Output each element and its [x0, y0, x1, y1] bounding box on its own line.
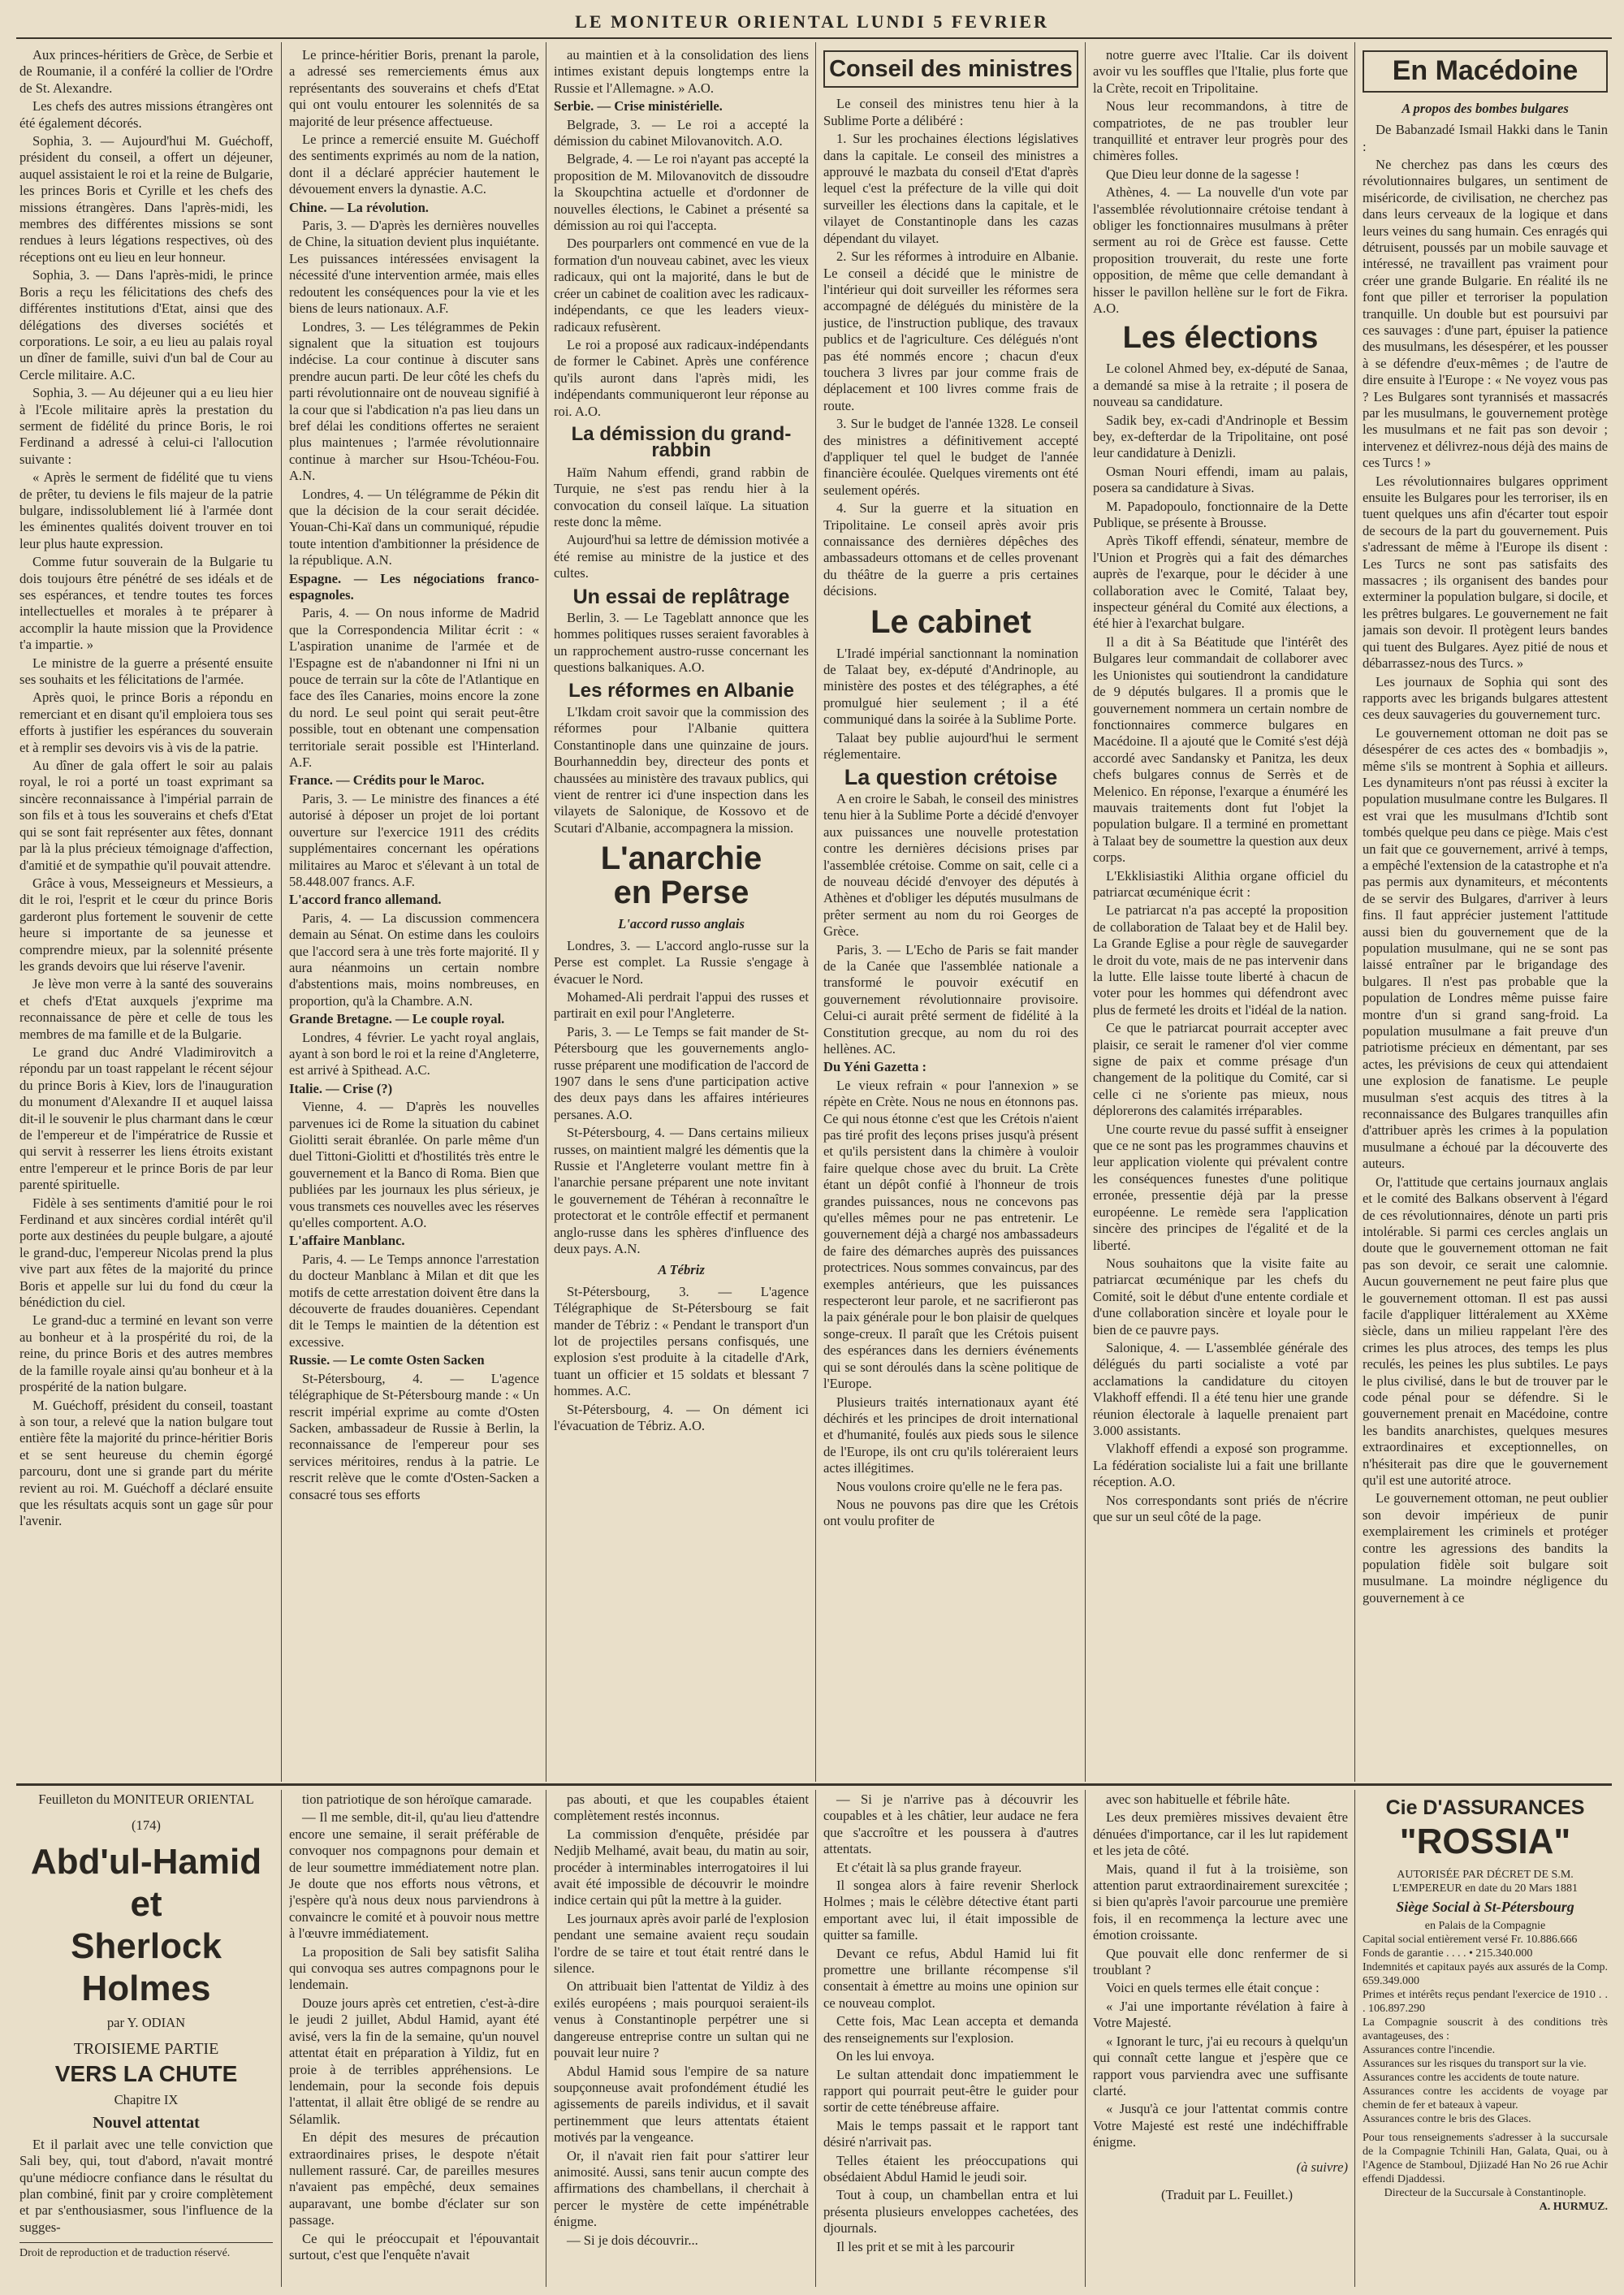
- feuilleton-label: Feuilleton du MONITEUR ORIENTAL: [38, 1791, 254, 1807]
- paragraph: St-Pétersbourg, 3. — L'agence Télégraphique de St-Pétersbourg se fait mander de Tébriz : « Pendant le transport d'un lot de projectiles persans confisqués, une explosion s'est produite à la citadelle d'Ark, tuant un officier et 15 soldats et blessant 7 hommes. A.C.: [554, 1283, 809, 1399]
- feuilleton-part: TROISIEME PARTIE: [73, 2040, 219, 2059]
- paragraph: De Babanzadé Ismail Hakki dans le Tanin :: [1363, 122, 1608, 154]
- paragraph: Le sultan attendait donc impatiemment le rapport qui pourrait peut-être le guider pour sortir de cette ténébreuse affaire.: [823, 2066, 1078, 2116]
- paragraph: Belgrade, 3. — Le roi a accepté la démission du cabinet Milovanovitch. A.O.: [554, 116, 809, 149]
- paragraph: Le prince-héritier Boris, prenant la parole, a adressé ses remerciements émus aux représentants des souverains et chefs d'Etat qui ont voulu entourer les solennités de sa majorité de leur présence affectueuse.: [289, 47, 539, 129]
- paragraph: L'Ikdam croit savoir que la commission des réformes pour l'Albanie quittera Constantinople dans une quinzaine de jours. Bourhanneddin bey, directeur des ponts et chaussées au ministère des travaux publics, qui vient de rentrer ici d'une inspection dans les vilayets de Salonique, de Kossovo et de Scutari d'Albanie, accompagnera la mission.: [554, 704, 809, 836]
- paragraph: Le gouvernement ottoman, ne peut oublier son devoir impérieux de punir exemplairement les criminels et protéger contre les agressions des bandits la population fidèle soit bulgare soit musulmane. La moindre négligence du gouvernement à ce: [1363, 1490, 1608, 1606]
- ad-line: Assurances contre l'incendie.: [1363, 2043, 1496, 2056]
- paragraph: Le roi a proposé aux radicaux-indépendants de former le Cabinet. Après une conférence qu'ils auront dans l'après midi, les indépendants communiqueront leur réponse au roi. A.O.: [554, 336, 809, 419]
- paragraph: Londres, 4 février. Le yacht royal anglais, ayant à son bord le roi et la reine d'Angleterre, est arrivé à Spithead. A.C.: [289, 1029, 539, 1078]
- fcol-rule-3: [815, 1790, 816, 2287]
- paragraph: Il les prit et se mit à les parcourir: [836, 2238, 1015, 2254]
- fcol-rule-1: [281, 1790, 282, 2287]
- paragraph: Les deux premières missives devaient être dénuées d'importance, car il les lut rapidement et les jeta de côté.: [1093, 1809, 1348, 1859]
- paragraph: Douze jours après cet entretien, c'est-à-dire le jeudi 2 juillet, Abdul Hamid, ayant été avisé, vers la fin de la semaine, qu'un nouvel attentat était en préparation à Yildiz, fut en proie à de terribles appréhensions. Le lendemain, pour la seconde fois depuis l'attentat, il allait être obligé de se rendre au Sélamlik.: [289, 1995, 539, 2127]
- section-heading: Du Yéni Gazetta :: [823, 1059, 927, 1075]
- paragraph: 2. Sur les réformes à introduire en Albanie. Le conseil a décidé que le ministre de l'intérieur qui doit surveiller les réformes sera accompagné de délégués du ministère de la justice, de l'instruction publique, des travaux publics et de l'agriculture. Ces délégués n'ont pas été nommés encore ; chacun d'eux touchera 3 livres par jour comme frais de déplacement et 100 livres comme frais de route.: [823, 249, 1078, 413]
- paragraph: Telles étaient les préoccupations qui obsédaient Abdul Hamid le jeudi soir.: [823, 2152, 1078, 2185]
- paragraph: St-Pétersbourg, 4. — L'agence télégraphique de St-Pétersbourg mande : « Un rescrit impérial exprime au comte d'Osten Sacken, ambassadeur de Russie à Berlin, la reconnaissance de l'empereur pour ses services méritoires, rendus à la patrie. Le rescrit relève que le comte d'Osten-Sacken a consacré tous ses efforts: [289, 1370, 539, 1502]
- paragraph: — Il me semble, dit-il, qu'au lieu d'attendre encore une semaine, il serait préférable de convoquer nos compagnons pour demain et de leur soumettre immédiatement notre plan. Je doute que nos efforts nous vêtrons, et j'espère qu'à nous deux nous parviendrons à convaincre le comité et à pouvoir nous mettre à l'œuvre immédiatement.: [289, 1809, 539, 1942]
- paragraph: Paris, 3. — L'Echo de Paris se fait mander de la Canée que l'assemblée nationale a transformé le pouvoir exécutif en gouvernement révolutionnaire provisoire. Celui-ci aurait prêté serment de fidélité à la Constitution grecque, au nom du roi des hellènes. AC.: [823, 941, 1078, 1057]
- feuilleton-title-line-2: Sherlock Holmes: [71, 1925, 222, 2008]
- paragraph: Ce que le patriarcat pourrait accepter avec plaisir, ce serait le ramener d'ol vier comme signe de paix et comme présage d'un changement de la politique du Comité, car si celle ci ne s'oriente pas mieux, nous déplorerons des calamités irréparables.: [1093, 1020, 1348, 1119]
- paragraph: pas abouti, et que les coupables étaient complètement restés inconnus.: [554, 1791, 809, 1824]
- section-heading: Grande Bretagne. — Le couple royal.: [289, 1011, 505, 1027]
- paragraph: Je lève mon verre à la santé des souverains et chefs d'Etat auxquels j'exprime ma reconnaissance de père et celle de tous les membres de ma famille et de la Bulgarie.: [19, 976, 273, 1042]
- ad-line: Directeur de la Succursale à Constantinople.: [1384, 2186, 1587, 2199]
- paragraph: St-Pétersbourg, 4. — On dément ici l'évacuation de Tébriz. A.O.: [554, 1401, 809, 1434]
- ad-line: en Palais de la Compagnie: [1424, 1919, 1546, 1932]
- paragraph: Londres, 4. — Un télégramme de Pékin dit que la décision de la cour serait décidée. Youan-Chi-Kaï dans un communiqué, répudie toute intention d'ambitionner la présidence de la république. A.N.: [289, 486, 539, 568]
- paragraph: St-Pétersbourg, 4. — Dans certains milieux russes, on maintient malgré les démentis que la Russie et l'Angleterre voulant mettre fin à l'anarchie persane préparent une note invitant le gouvernement de Téhéran à reconnaître le protectorat et le contrôle effectif et permanent anglo-russe dans les sphères d'influence des deux pays. A.N.: [554, 1125, 809, 1256]
- ad-line: Pour tous renseignements s'adresser à la succursale de la Compagnie Tchinili Han, Galata, Quai, ou à l'Agence de Stamboul, Djiizadé Han No 26 rue Achir effendi Djaddessi.: [1363, 2131, 1608, 2185]
- fcol-rule-4: [1085, 1790, 1086, 2287]
- paragraph: au maintien et à la consolidation des liens intimes existant depuis longtemps entre la Russie et l'Allemagne. » A.O.: [554, 47, 809, 96]
- paragraph: Vienne, 4. — D'après les nouvelles parvenues ici de Rome la situation du cabinet Giolitti serait ébranlée. On parle même d'un duel Tittoni-Giolitti et d'hostilités très entre le gouvernement et la Banco di Roma. Bien que publiées par les journaux les plus sérieux, je vous transmets ces nouvelles avec les réserves qu'elles comportent. A.O.: [289, 1099, 539, 1231]
- paragraph: Abdul Hamid sous l'empire de sa nature soupçonneuse avait profondément étudié les agissements de pareils individus, et il savait pertinemment que leurs attentats étaient motivés par la vengeance.: [554, 2063, 809, 2146]
- paragraph: Après Tikoff effendi, sénateur, membre de l'Union et Progrès qui a fait des démarches auprès de l'exarque, pour le décider à une collaboration avec le Comité, Talaat bey, inspecteur général du Comité aux élections, a été hier à l'exarchat bulgare.: [1093, 533, 1348, 632]
- paragraph: Les chefs des autres missions étrangères ont été également décorés.: [19, 98, 273, 131]
- paragraph: notre guerre avec l'Italie. Car ils doivent avoir vu les souffles que l'Italie, plus forte que la Crète, recoit en Tripolitaine.: [1093, 47, 1348, 96]
- ad-line: La Compagnie souscrit à des conditions très avantageuses, des :: [1363, 2016, 1608, 2042]
- section-heading: Serbie. — Crise ministérielle.: [554, 98, 723, 115]
- feuilleton-part-title: VERS LA CHUTE: [54, 2060, 238, 2086]
- paragraph: Mais le temps passait et le rapport tant désiré n'arrivait pas.: [823, 2117, 1078, 2150]
- paragraph: Les journaux après avoir parlé de l'explosion pendant une semaine avaient reçu soudain l'ordre de se taire et tout était rentré dans le silence.: [554, 1910, 809, 1977]
- paragraph: « Jusqu'à ce jour l'attentat commis contre Votre Majesté est resté une indéchiffrable énigme.: [1093, 2101, 1348, 2150]
- paragraph: Voici en quels termes elle était conçue :: [1106, 1980, 1320, 1996]
- paragraph: Sophia, 3. — Dans l'après-midi, le prince Boris a reçu les félicitations des chefs des différentes institutions d'Etat, ainsi que des délégations des diverses sociétés et corporations. Le soir, a eu lieu au palais royal un dîner de famille, suivi d'un bal de Cour au Cercle militaire. A.C.: [19, 267, 273, 382]
- paragraph: Le vieux refrain « pour l'annexion » se répète en Crète. Nous ne nous en étonnons pas. Ce qui nous étonne c'est que les Crétois n'aient pas tiré profit des leçons prises jusqu'à présent et qu'ils persistent dans la chimère à vouloir faire quelque chose avec du bruit. La Crète étant un dépôt confié à l'honneur de trois grandes puissances, nous ne concevons pas qu'elles mêmes pour ne pas entretenir. Le gouvernement déjà a chargé nos ambassadeurs de faire des démarches auprès des puissances protectrices. Nous sommes convaincus, par des exemples antérieurs, que les puissances respecteront leur parole, et ne sacrifieront pas la paix générale pour le bon plaisir de quelques songe-creux. Il paraît que les Crétois puisent des espérances dans les derniers événements qui se sont déroulés dans la scène politique de l'Europe.: [823, 1077, 1078, 1392]
- paragraph: Or, l'attitude que certains journaux anglais et le comité des Balkans observent à l'égard de ces révolutionnaires, dénote un parti pris intolérable. Si parmi ces cercles anglais un doute que le gouvernement ottoman ne fait pas son devoir, ce serait une calomnie. Aucun gouvernement ne peut faire plus que le gouvernement ottoman. Il est pas aussi facile d'appliquer littéralement au XXème siècle, dans un milieu rappelant l'ère des crimes les plus atroces, des temps les plus reculés, les peines les plus subtiles. Le pays le plus civilisé, dans le but de trouver par le code pénal pour se défendre. Si le gouvernement prenait en Macédoine, contre les bandits anarchistes, quelques mesures extraordinaires et exceptionnelles, on n'hésiterait pas dire que le gouvernement qu'il est une autorité atroce.: [1363, 1173, 1608, 1488]
- paragraph: « J'ai une importante révélation à faire à Votre Majesté.: [1093, 1998, 1348, 2031]
- paragraph: Après quoi, le prince Boris a répondu en remerciant et en disant qu'il emploiera tous ses efforts à justifier les espérances du souverain et à remplir ses devoirs vis à vis de la patrie.: [19, 689, 273, 755]
- ad-line: Assurances contre les accidents de voyage par chemin de fer et bateaux à vapeur.: [1363, 2085, 1608, 2111]
- to-be-continued: (à suivre): [1296, 2159, 1348, 2175]
- paragraph: Des pourparlers ont commencé en vue de la formation d'un nouveau cabinet, avec les vieux radicaux, qui ont la majorité, dans le but de créer un cabinet de coalition avec les radicaux-indépendants, ce que les leaders vieux-radicaux refusèrent.: [554, 236, 809, 335]
- paragraph: Le colonel Ahmed bey, ex-député de Sanaa, a demandé sa mise à la retraite ; il posera de nouveau sa candidature.: [1093, 361, 1348, 410]
- paragraph: Or, il n'avait rien fait pour s'attirer leur animosité. Aussi, sans tenir aucun compte des affirmations des chambellans, il cherchait à percer le mystère de cette impénétrable énigme.: [554, 2147, 809, 2230]
- paragraph: Les journaux de Sophia qui sont des rapports avec les brigands bulgares attestent ces deux sauvageries du gouvernement turc.: [1363, 673, 1608, 723]
- paragraph: Sadik bey, ex-cadi d'Andrinople et Bessim bey, ex-defterdar de la Tripolitaine, ont posé leur candidature à Denizli.: [1093, 412, 1348, 461]
- paragraph: 4. Sur la guerre et la situation en Tripolitaine. Le conseil après avoir pris connaissance des dernières dépêches des ambassadeurs ottomans et de celles provenant du théâtre de la guerre a pris certaines décisions.: [823, 500, 1078, 599]
- paragraph: On attribuait bien l'attentat de Yildiz à des exilés européens ; mais pourquoi seraient-ils venus à Constantinople perpétrer une si dangereuse entreprise contre un sultan qui ne pouvait leur nuire ?: [554, 1978, 809, 2061]
- copyright-rule: [19, 2242, 273, 2243]
- paragraph: L'Ekklisiastiki Alithia organe officiel du patriarcat œcuménique écrit :: [1093, 867, 1348, 900]
- article-headline: La question crétoise: [844, 765, 1058, 790]
- col-rule-4: [1085, 42, 1086, 1782]
- paragraph: Les révolutionnaires bulgares oppriment ensuite les Bulgares pour les terroriser, ils en tuent quelques uns afin d'écarter tout espoir de secours de la part du gouvernement. Puis s'adressant de même à l'Europe ils disent : Les Turcs ne sont pas satisfaits des massacres ; ils organisent des bandes pour exterminer la population bulgare, si docile, et les prêtres bulgares. Le gouvernement ne fait jamais son devoir. Il protègent leurs bandes qui tuent des Bulgares. Ayez pitié de nous et débarrassez-nous des Turcs. »: [1363, 473, 1608, 672]
- section-heading: Italie. — Crise (?): [289, 1080, 393, 1096]
- paragraph: Cette fois, Mac Lean accepta et demanda des renseignements sur l'explosion.: [823, 2013, 1078, 2046]
- article-subheading: A Tébriz: [658, 1262, 705, 1278]
- col-rule-3: [815, 42, 816, 1782]
- paragraph: Osman Nouri effendi, imam au palais, posera sa candidature à Sivas.: [1093, 463, 1348, 496]
- ad-line: Assurances contre les accidents de toute nature.: [1363, 2071, 1580, 2084]
- col-rule-1: [281, 42, 282, 1782]
- ad-company-line: Cie D'ASSURANCES: [1385, 1796, 1585, 1819]
- section-heading: Russie. — Le comte Osten Sacken: [289, 1352, 485, 1368]
- paragraph: Et il parlait avec une telle conviction que Sali bey, qui, tout d'abord, n'avait montré qu'une médiocre confiance dans le résultat du plan combiné, finit par y croire complètement et par s'enthousiasmer, sous l'influence de la sugges-: [19, 2136, 273, 2235]
- top-rule: [16, 37, 1612, 39]
- paragraph: Au dîner de gala offert le soir au palais royal, le roi a porté un toast exprimant sa sincère reconnaissance à l'impérial parrain de son fils et à tous les souverains et chefs d'Etat qui se sont fait représenter aux fêtes, donnant par là la plus précieux témoignage d'affection, d'amitié et de sympathie qu'il pouvait attendre.: [19, 758, 273, 873]
- paragraph: M. Papadopoulo, fonctionnaire de la Dette Publique, se présente à Brousse.: [1093, 498, 1348, 531]
- article-subheading: L'accord russo anglais: [618, 916, 745, 932]
- paragraph: Aujourd'hui sa lettre de démission motivée a été remise au ministre de la justice et des cultes.: [554, 532, 809, 581]
- column-2: [289, 47, 539, 1780]
- paragraph: L'Iradé impérial sanctionnant la nomination de Talaat bey, ex-député d'Andrinople, au ministère des postes et des télégraphes, a été promulgué hier seulement ; il a été communiqué dans la soirée à la Sublime Porte.: [823, 645, 1078, 728]
- paragraph: Le ministre de la guerre a présenté ensuite ses souhaits et les félicitations de l'armée.: [19, 655, 273, 688]
- paragraph: La commission d'enquête, présidée par Nedjib Melhamé, avait beau, du matin au soir, procéder à interminables interrogatoires il lui avait été impossible de découvrir le moindre indice certain qui pût la mettre à la guider.: [554, 1826, 809, 1908]
- feuilleton-column-2: [289, 1791, 539, 2285]
- paragraph: « Ignorant le turc, j'ai eu recours à quelqu'un qui connaît cette langue et j'espère que ce rapport vous parviendra avec une suffisante clarté.: [1093, 2033, 1348, 2098]
- paragraph: Le conseil des ministres tenu hier à la Sublime Porte a délibéré :: [823, 96, 1078, 128]
- paragraph: Il a dit à Sa Béatitude que l'intérêt des Bulgares leur commandait de collaborer avec les Unionistes qui soutiendront la candidature de 9 députés bulgares. Il a promis que le gouvernement nommera un certain nombre de fonctionnaires commerce bulgares en Macédoine. Il a ajouté que le Comité s'est déjà accordé avec Sandansky et Panitza, les deux chefs bulgares connus de Serrès et de Melenico. En réponse, l'exarque a énuméré les mauvais traitements dont fut l'objet la population bulgare. Il a terminé en promettant à Talaat bey de soumettre la question aux deux corps.: [1093, 633, 1348, 866]
- masthead-line: LE MONITEUR ORIENTAL LUNDI 5 FEVRIER: [575, 11, 1049, 32]
- ad-signature: A. HURMUZ.: [1539, 2200, 1608, 2213]
- column-1: [19, 47, 273, 1780]
- ad-line: Fonds de garantie . . . . • 215.340.000: [1363, 1947, 1533, 1960]
- ad-line: Siège Social à St-Pétersbourg: [1396, 1899, 1574, 1916]
- ad-line: Assurances sur les risques du transport sur la vie.: [1363, 2057, 1587, 2070]
- paragraph: Le grand-duc a terminé en levant son verre au bonheur et à la prospérité du roi, de la reine, du prince Boris et des autres membres de la famille royale ainsi qu'au bonheur et à la prospérité de la nation bulgare.: [19, 1312, 273, 1395]
- ad-line: Capital social entièrement versé Fr. 10.886.666: [1363, 1933, 1578, 1946]
- paragraph: Devant ce refus, Abdul Hamid lui fit promettre une brillante récompense s'il consentait à émettre au moins une opinion sur ce nouveau complot.: [823, 1945, 1078, 2011]
- feuilleton-chapter: Chapitre IX: [114, 2092, 179, 2108]
- paragraph: Sophia, 3. — Au déjeuner qui a eu lieu hier à l'Ecole militaire après la prestation du serment de fidélité du prince Boris, le roi Ferdinand a adressé à celui-ci l'allocution suivante :: [19, 385, 273, 467]
- paragraph: tion patriotique de son héroïque camarade.: [302, 1791, 532, 1807]
- feuilleton-column-1: [19, 1791, 273, 2285]
- feuilleton-column-4: [823, 1791, 1078, 2285]
- episode-number: (174): [132, 1817, 161, 1834]
- paragraph: En dépit des mesures de précaution extraordinaires prises, le despote n'était nullement rassuré. Car, de pareilles mesures n'avaient pas empêché, deux semaines auparavant, une bombe d'éclater sur son passage.: [289, 2129, 539, 2228]
- column-6: [1363, 47, 1608, 1780]
- paragraph: La proposition de Sali bey satisfit Saliha qui convoqua ses autres compagnons pour le lendemain.: [289, 1943, 539, 1993]
- paragraph: Haïm Nahum effendi, grand rabbin de Turquie, ne s'est pas rendu hier à la convocation du conseil laïque. La situation reste donc la même.: [554, 464, 809, 529]
- paragraph: Nous souhaitons que la visite faite au patriarcat œcuménique par les chefs du Comité, soit le début d'une entente cordiale et d'une collaboration sincère et loyale pour le bien de ce pauvre pays.: [1093, 1255, 1348, 1338]
- paragraph: Plusieurs traités internationaux ayant été déchirés et les principes de droit international et d'humanité, foulés aux pieds sous le silence de l'Europe, ils ont cru qu'ils toléreraient leurs actes illégitimes.: [823, 1394, 1078, 1476]
- section-heading: L'affaire Manblanc.: [289, 1233, 405, 1249]
- column-4: [823, 47, 1078, 1780]
- column-5: [1093, 47, 1348, 1780]
- paragraph: Londres, 3. — Les télégrammes de Pekin signalent que la situation est toujours indécise. La cour continue à discuter sans prendre aucun parti. De leur côté les chefs du parti révolutionnaire ont de nouveau signifié à la cour que si l'abdication n'a pas lieu dans un bref délai les conditions offertes ne seraient plus maintenues ; l'armée révolutionnaire continue à marcher sur Hsou-Tchéou-Fou. A.N.: [289, 318, 539, 484]
- paragraph: M. Guéchoff, président du conseil, toastant à son tour, a relevé que la nation bulgare tout entière fête la majorité du prince-héritier Boris et se sent heureuse du chemin égorgé parcouru, dont une si grande part du mérite revient au roi. M. Guéchoff a déclaré ensuite que les résultats acquis sont un gage sûr pour l'avenir.: [19, 1397, 273, 1529]
- rossia-advertisement: [1363, 1791, 1608, 2285]
- paragraph: Paris, 4. — Le Temps annonce l'arrestation du docteur Manblanc à Milan et dit que les motifs de cette arrestation doivent être dans la découverte de fraudes douanières. Cependant dit le Temps le maintien de la détention est excessive.: [289, 1251, 539, 1350]
- ad-company-name: "ROSSIA": [1399, 1822, 1571, 1862]
- article-headline: Le cabinet: [870, 603, 1031, 640]
- paragraph: On les lui envoya.: [836, 2048, 935, 2064]
- fcol-rule-5: [1354, 1790, 1355, 2287]
- paragraph: Il songea alors à faire revenir Sherlock Holmes ; mais le célèbre détective étant parti emportant avec lui, il était impossible de quitter sa famille.: [823, 1878, 1078, 1943]
- paragraph: Salonique, 4. — L'assemblée générale des délégués du parti socialiste a voté par acclamations la candidature du citoyen Vlakhoff effendi. Il a été tenu hier une grande réunion électorale à laquelle prenaient part 3.000 assistants.: [1093, 1339, 1348, 1438]
- paragraph: Grâce à vous, Messeigneurs et Messieurs, a dit le roi, l'esprit et le cœur du prince Boris garderont plus fortement le souvenir de cette heure si importante de sa jeunesse et comprendre mieux, par la solennité présente les grands devoirs que lui réserve l'avenir.: [19, 875, 273, 974]
- feuilleton-rule: [16, 1783, 1612, 1786]
- copyright-notice: Droit de reproduction et de traduction réservé.: [19, 2247, 231, 2260]
- paragraph: Fidèle à ses sentiments d'amitié pour le roi Ferdinand et aux sincères cordial intérêt qu'il porte aux destinées du peuple bulgare, a ajouté le grand-duc, l'empereur Nicolas prend la plus vive part aux fêtes de la majorité du prince Boris et appelle sur lui du fond du cœur la bénédiction du ciel.: [19, 1195, 273, 1311]
- paragraph: Une courte revue du passé suffit à enseigner que ce ne sont pas les programmes chauvins et leur application violente qui prévalent contre les conséquences funestes d'une politique erronée, pressentie déjà par la presse européenne. Le remède sera l'application sincère des principes de l'égalité et de la liberté.: [1093, 1121, 1348, 1253]
- paragraph: « Après le serment de fidélité que tu viens de prêter, tu deviens le fils majeur de la patrie bulgare, indissolublement lié à l'armée dont les éminentes qualités doivent trouver en toi leur plus haute expression.: [19, 469, 273, 551]
- headline-line: en Perse: [613, 875, 749, 911]
- column-3: [554, 47, 809, 1780]
- paragraph: Aux princes-héritiers de Grèce, de Serbie et de Roumanie, il a conféré la collier de l'Ordre de St. Alexandre.: [19, 47, 273, 96]
- paragraph: Nous leur recommandons, à titre de compatriotes, de ne pas troubler leur tranquillité et entraver leur progrès pour des chimères folles.: [1093, 98, 1348, 164]
- paragraph: Que pouvait elle donc renfermer de si troublant ?: [1093, 1945, 1348, 1978]
- paragraph: Paris, 4. — La discussion commencera demain au Sénat. On estime dans les couloirs que l'accord sera à une très forte majorité. Il y aura néanmoins un certain nombre d'abstentions mais, moins nombreuses, en proportion, qu'à la Chambre. A.N.: [289, 910, 539, 1009]
- paragraph: Paris, 3. — D'après les dernières nouvelles de Chine, la situation devient plus inquiétante. Les puissances intéressées envisagent la nécessité d'une intervention armée, mais elles redoutent les conséquences pour la vie et les biens de leurs nationaux. A.F.: [289, 218, 539, 317]
- col-rule-5: [1354, 42, 1355, 1782]
- paragraph: — Si je dois découvrir...: [567, 2232, 698, 2248]
- ad-line: Indemnités et capitaux payés aux assurés de la Comp. 659.349.000: [1363, 1960, 1608, 1987]
- paragraph: Athènes, 4. — La nouvelle d'un vote par l'assemblée révolutionnaire crétoise tendant à obliger les fonctionnaires musulmans à prêter serment au roi de Grèce est fausse. Cette proposition trouverait, du reste une forte opposition, de même que celle demandant à hisser le pavillon hellène sur le fort de Fikra. A.O.: [1093, 184, 1348, 317]
- paragraph: — Si je n'arrive pas à découvrir les coupables et à les châtier, leur audace ne fera que s'accroître et les poussera à d'autres attentats.: [823, 1791, 1078, 1857]
- section-heading: Espagne. — Les négociations franco-espagnoles.: [289, 570, 539, 603]
- article-headline: [554, 841, 809, 910]
- section-heading: Chine. — La révolution.: [289, 199, 429, 215]
- paragraph: Ce qui le préoccupait et l'épouvantait surtout, c'est que l'enquête n'avait: [289, 2230, 539, 2263]
- paragraph: 1. Sur les prochaines élections législatives dans la capitale. Le conseil des ministres a approuvé le mazbata du conseil d'Etat d'après lequel c'est la préfecture de la ville qui doit surveiller les élections dans la capitale, et le vilayet de Constantinople dans les cazas dépendant du vilayet.: [823, 131, 1078, 246]
- ad-line: Primes et intérêts reçus pendant l'exercice de 1910 . . . 106.897.290: [1363, 1988, 1608, 2015]
- paragraph: Tout à coup, un chambellan entra et lui présenta plusieurs enveloppes cachetées, des djournals.: [823, 2187, 1078, 2237]
- feuilleton-column-3: [554, 1791, 809, 2285]
- article-headline: Conseil des ministres: [823, 50, 1078, 88]
- paragraph: Vlakhoff effendi a exposé son programme. La fédération socialiste lui a fait une brillante réception. A.O.: [1093, 1441, 1348, 1490]
- section-heading: L'accord franco allemand.: [289, 892, 442, 908]
- article-headline: Les réformes en Albanie: [568, 679, 794, 702]
- headline-line: L'anarchie: [600, 841, 762, 877]
- article-subheading: A propos des bombes bulgares: [1402, 100, 1569, 116]
- paragraph: Talaat bey publie aujourd'hui le serment réglementaire.: [823, 729, 1078, 763]
- feuilleton-column-5: [1093, 1791, 1348, 2285]
- article-headline: La démission du grand-rabbin: [571, 422, 792, 462]
- article-headline: Les élections: [1122, 320, 1319, 355]
- paragraph: Belgrade, 4. — Le roi n'ayant pas accepté la proposition de M. Milovanovitch de dissoudre la Skoupchtina actuelle et d'ordonner de nouvelles élections, le Cabinet a présenté sa démission au roi qui l'accepta.: [554, 151, 809, 234]
- paragraph: Ne cherchez pas dans les cœurs des révolutionnaires bulgares, un sentiment de miséricorde, de civilisation, ne cherchez pas dans leurs cerveaux de la logique et dans leurs veines du sang humain. Ces enragés qui détruisent, poussés par un mobile sauvage et intéressé, ne travaillent pas vraiment pour créer une grande Bulgarie. En réalité ils ne font que piller et terroriser la population tranquille. Un double but est poursuivi par ces sauvages : d'une part, épuiser la patience des musulmans, les désespérer, et les pousser à se défendre d'eux-mêmes ; de l'autre de dire ensuite à l'Europe : « Ne voyez vous pas ? Les Bulgares sont tyrannisés et massacrés par les musulmans, le gouvernement protège les musulmans et ne fait pas son devoir ; intervenez et délivrez-nous déjà des mains de ces Turcs ! »: [1363, 156, 1608, 471]
- paragraph: Paris, 3. — Le Temps se fait mander de St-Pétersbourg que les gouvernements anglo-russe préparent une modification de l'accord de 1907 dans le sens d'une participation active des deux pays dans les affaires intérieures persanes. A.O.: [554, 1023, 809, 1122]
- ad-line: Assurances contre le bris des Glaces.: [1363, 2112, 1531, 2125]
- paragraph: Que Dieu leur donne de la sagesse !: [1106, 166, 1300, 182]
- translator-credit: (Traduit par L. Feuillet.): [1160, 2186, 1294, 2202]
- feuilleton-author: par Y. ODIAN: [106, 2014, 186, 2030]
- paragraph: Sophia, 3. — Aujourd'hui M. Guéchoff, président du conseil, a offert un déjeuner, auquel assistaient le roi et la reine de Bulgarie, les princes Boris et Cyrille et les chefs des missions étrangères. Dans l'après-midi, les membres des différentes missions se sont rendues à leurs légations respectives, où des réceptions ont eu lieu en leur honneur.: [19, 133, 273, 265]
- article-headline: Un essai de replâtrage: [572, 585, 790, 608]
- paragraph: Le prince a remercié ensuite M. Guéchoff des sentiments exprimés au nom de la nation, dont il a déclaré apprécier hautement le dévouement envers la dynastie. A.C.: [289, 132, 539, 197]
- paragraph: Paris, 3. — Le ministre des finances a été autorisé à déposer un projet de loi portant ouverture sur l'exercice 1911 des crédits supplémentaires concernant les opérations militaires au Maroc et s'élevant à un total de 58.448.007 francs. A.F.: [289, 790, 539, 889]
- paragraph: Nos correspondants sont priés de n'écrire que sur un seul côté de la page.: [1093, 1492, 1348, 1525]
- section-heading: France. — Crédits pour le Maroc.: [289, 772, 485, 789]
- paragraph: Comme futur souverain de la Bulgarie tu dois toujours être pénétré de ses idéals et de ses espérances, et tendre toutes tes forces intellectuelles et morales à te préparer à accomplir la haute mission que la Providence t'a impartie. »: [19, 554, 273, 653]
- paragraph: Et c'était là sa plus grande frayeur.: [836, 1859, 1022, 1875]
- paragraph: Berlin, 3. — Le Tageblatt annonce que les hommes politiques russes seraient favorables à un rapprochement austro-russe concernant les questions balkaniques. A.O.: [554, 610, 809, 676]
- paragraph: Mohamed-Ali perdrait l'appui des russes et partirait en exil pour l'Angleterre.: [554, 988, 809, 1022]
- paragraph: 3. Sur le budget de l'année 1328. Le conseil des ministres a définitivement accepté d'appliquer tel quel le budget de l'année financière écoulée. Quelques virements ont été seulement opérés.: [823, 416, 1078, 498]
- paragraph: A en croire le Sabah, le conseil des ministres tenu hier à la Sublime Porte a décidé d'envoyer aux puissances une nouvelle protestation contre les dernières décisions prises par l'assemblée crétoise. Comme on sait, celle ci a de nouveau décidé d'envoyer des députés à Athènes et d'obliger les députés musulmans de prêter serment au nom du roi Georges de Grèce.: [823, 790, 1078, 940]
- feuilleton-chapter-title: Nouvel attentat: [93, 2114, 200, 2133]
- paragraph: Nous voulons croire qu'elle ne le fera pas.: [836, 1478, 1063, 1494]
- feuilleton-title-line-1: Abd'ul-Hamid et: [30, 1841, 262, 1924]
- ad-line: AUTORISÉE PAR DÉCRET DE S.M. L'EMPEREUR en date du 20 Mars 1881: [1392, 1869, 1579, 1895]
- paragraph: Le patriarcat n'a pas accepté la proposition de collaboration de Talaat bey et de Halil bey. La Grande Eglise a pour règle de sauvegarder le droit du vote, mais de ne pas intervenir dans la lutte. Elle laisse toute liberté à chacun de voter pour les hommes qui défendront avec plus de fermeté les droits et l'idéal de la nation.: [1093, 902, 1348, 1018]
- article-headline: En Macédoine: [1363, 50, 1608, 93]
- paragraph: Le grand duc André Vladimirovitch a répondu par un toast rappelant le récent séjour du prince Boris à Kiev, lors de l'inauguration du monument d'Alexandre II et auquel laissa dit-il le souvenir le plus charmant dans le cœur de l'empereur et de l'impératrice de Russie et qui servit à resserrer les liens étroits existant entre l'empereur et le prince Boris de par leur parenté spirituelle.: [19, 1044, 273, 1193]
- paragraph: avec son habituelle et fébrile hâte.: [1106, 1791, 1290, 1807]
- paragraph: Nous ne pouvons pas dire que les Crétois ont voulu profiter de: [823, 1496, 1078, 1529]
- paragraph: Mais, quand il fut à la troisième, son attention parut extraordinairement surexcitée ; si bien qu'après l'avoir parcourue une première fois, il en recommença la lecture avec une émotion croissante.: [1093, 1861, 1348, 1943]
- paragraph: Paris, 4. — On nous informe de Madrid que la Correspondencia Militar écrit : « L'aspiration unanime de l'armée et de l'Espagne est de n'abandonner ni Ifni ni un pouce de terrain sur la côte de l'Atlantique en face des îles Canaries, moins encore la zone du nord. Le seul point qui serait peut-être possible, tout en obtenant une compensation territoriale serait possible est l'Hinterland. A.F.: [289, 605, 539, 771]
- paragraph: Le gouvernement ottoman ne doit pas se désespérer de ces actes des « bombadjis », même s'ils se montrent à Sophia et ailleurs. Les dynamiteurs n'ont pas réussi à exciter la population musulmane contre les Bulgares. Il est vrai que les musulmans d'Ichtib sont tombés quelque peu dans ce piège. Mais c'est un fait que ce gouvernement, arrivé à temps, a empêché l'extension de la catastrophe et n'a pas permis aux dynamiteurs, et mécontents de se servir des Bulgares, d'arriver à leurs fins. Il faut apprécier justement l'attitude aussi bien du gouvernement que de la population musulmane, qui ne se sont pas laissé entraîner par le brigandage des bulgares. Il n'est pas probable que la population de Londres même puisse faire montre d'un si grand sang-froid. La population musulmane a fait preuve d'un patriotisme précieux en démentant, par ses actes, les prévisions de ceux qui attendaient une explosion de fanatisme. Le peuple musulman s'est acquis des titres à la reconnaissance des Bulgares tranquilles afin d'attribuer après les crimes à la population musulmane a échoué par la découverte des auteurs.: [1363, 724, 1608, 1172]
- paragraph: Londres, 3. — L'accord anglo-russe sur la Perse est complet. La Russie s'engage à évacuer le Nord.: [554, 937, 809, 987]
